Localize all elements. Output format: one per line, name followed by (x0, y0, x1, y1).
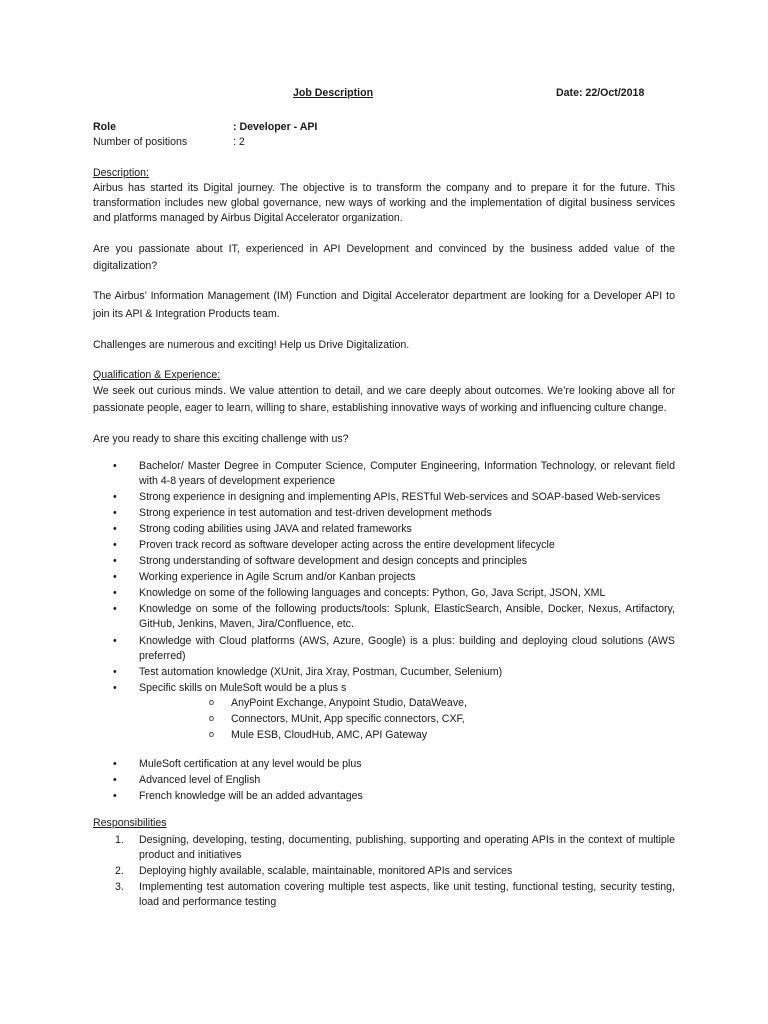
bullet-icon: • (113, 507, 117, 520)
list-item (93, 586, 675, 601)
list-item (93, 538, 675, 553)
list-item-number: 3. (115, 880, 124, 893)
list-item-number: 2. (115, 864, 124, 877)
bullet-icon: • (113, 757, 117, 770)
list-item-number: 1. (115, 833, 124, 846)
qualification-question: Are you ready to share this exciting challenge with us? (93, 433, 349, 446)
qualification-list (93, 459, 675, 743)
positions-value: : 2 (233, 136, 245, 148)
document-header (93, 86, 675, 106)
circle-bullet-icon: o (209, 712, 215, 723)
list-item (93, 522, 675, 537)
list-item-text: Strong experience in test automation and test-driven development methods (139, 507, 492, 520)
list-item-text: MuleSoft certification at any level would be plus (139, 757, 362, 770)
bullet-icon: • (113, 460, 117, 473)
bullet-icon: • (113, 773, 117, 786)
bullet-icon: • (113, 555, 117, 568)
description-paragraph: The Airbus’ Information Management (IM) Function and Digital Accelerator department are looking for a Developer API to join its API & Integration Products team. (93, 290, 675, 320)
list-item (93, 554, 675, 569)
description-paragraph: Airbus has started its Digital journey. The objective is to transform the company and to prepare it for the future. This transformation includes new global governance, new ways of working and the implementation of digital business services and platforms managed by Airbus Digital Accelerator organization. (93, 182, 675, 225)
list-item (93, 757, 675, 772)
list-item (93, 459, 675, 489)
circle-bullet-icon: o (209, 696, 215, 707)
list-item-text: Strong experience in designing and implementing APIs, RESTful Web-services and SOAP-based Web-services (139, 491, 661, 504)
role-label: Role (93, 121, 116, 133)
list-item (93, 789, 675, 804)
qualification-heading: Qualification & Experience: (93, 368, 221, 381)
list-item-text: Knowledge on some of the following languages and concepts: Python, Go, Java Script, JSON, XML (139, 587, 606, 600)
sublist-item (139, 712, 675, 727)
responsibilities-list (93, 833, 675, 910)
bullet-icon: • (113, 634, 117, 647)
sublist-item (139, 696, 675, 711)
list-item (93, 602, 675, 632)
sublist-item-text: AnyPoint Exchange, Anypoint Studio, DataWeave, (231, 696, 467, 709)
sublist-item-text: Connectors, MUnit, App specific connectors, CXF, (231, 712, 465, 725)
list-item (93, 570, 675, 585)
bullet-icon: • (113, 665, 117, 678)
list-item (93, 880, 675, 910)
list-item-text: Designing, developing, testing, documenting, publishing, supporting and operating APIs in the context of multiple product and initiatives (139, 833, 675, 861)
list-item-text: Advanced level of English (139, 773, 261, 786)
document-date: Date: 22/Oct/2018 (556, 87, 645, 99)
bullet-icon: • (113, 587, 117, 600)
list-item (93, 634, 675, 664)
list-item-text: Specific skills on MuleSoft would be a plus s (139, 681, 347, 694)
list-item (93, 681, 675, 743)
qualification-extra-list (93, 757, 675, 804)
bullet-icon: • (113, 603, 117, 616)
responsibilities-heading: Responsibilities (93, 816, 167, 829)
list-item-text: Test automation knowledge (XUnit, Jira Xray, Postman, Cucumber, Selenium) (139, 665, 503, 678)
list-item-text: Knowledge with Cloud platforms (AWS, Azure, Google) is a plus: building and deploying cloud solutions (AWS preferred) (139, 634, 675, 662)
mulesoft-sublist (139, 696, 675, 743)
role-value: : Developer - API (233, 121, 318, 133)
list-item-text: Knowledge on some of the following products/tools: Splunk, ElasticSearch, Ansible, Docker, Nexus, Artifactory, GitHub, Jenkins, Maven, Jira/Confluence, etc. (139, 603, 675, 631)
bullet-icon: • (113, 681, 117, 694)
list-item-text: Strong understanding of software development and design concepts and principles (139, 555, 528, 568)
list-item (93, 864, 675, 879)
list-item-text: Bachelor/ Master Degree in Computer Science, Computer Engineering, Information Technology, or relevant field with 4-8 years of development experience (139, 460, 675, 488)
list-item (93, 665, 675, 680)
list-item (93, 833, 675, 863)
role-row (93, 120, 675, 135)
description-heading: Description: (93, 167, 149, 179)
positions-label: Number of positions (93, 136, 188, 148)
list-item (93, 490, 675, 505)
document-title: Job Description (293, 87, 374, 99)
bullet-icon: • (113, 789, 117, 802)
list-item-text: French knowledge will be an added advantages (139, 789, 363, 802)
sublist-item-text: Mule ESB, CloudHub, AMC, API Gateway (231, 728, 428, 741)
description-paragraph: Are you passionate about IT, experienced in API Development and convinced by the business added value of the digitalization? (93, 243, 675, 273)
list-item-text: Implementing test automation covering multiple test aspects, like unit testing, functional testing, security testing, load and performance testing (139, 880, 675, 908)
list-item-text: Working experience in Agile Scrum and/or Kanban projects (139, 571, 416, 584)
description-paragraph: Challenges are numerous and exciting! Help us Drive Digitalization. (93, 338, 410, 351)
bullet-icon: • (113, 571, 117, 584)
list-item (93, 506, 675, 521)
positions-row (93, 135, 675, 150)
list-item-text: Deploying highly available, scalable, maintainable, monitored APIs and services (139, 864, 513, 877)
list-item-text: Strong coding abilities using JAVA and related frameworks (139, 523, 412, 536)
qualification-intro: We seek out curious minds. We value attention to detail, and we care deeply about outcomes. We’re looking above all for passionate people, eager to learn, willing to share, establishing innovative ways of working and influencing culture change. (93, 384, 675, 414)
sublist-item (139, 728, 675, 743)
circle-bullet-icon: o (209, 728, 215, 739)
bullet-icon: • (113, 523, 117, 536)
list-item (93, 773, 675, 788)
bullet-icon: • (113, 491, 117, 504)
bullet-icon: • (113, 539, 117, 552)
list-item-text: Proven track record as software developer acting across the entire development lifecycle (139, 539, 555, 552)
